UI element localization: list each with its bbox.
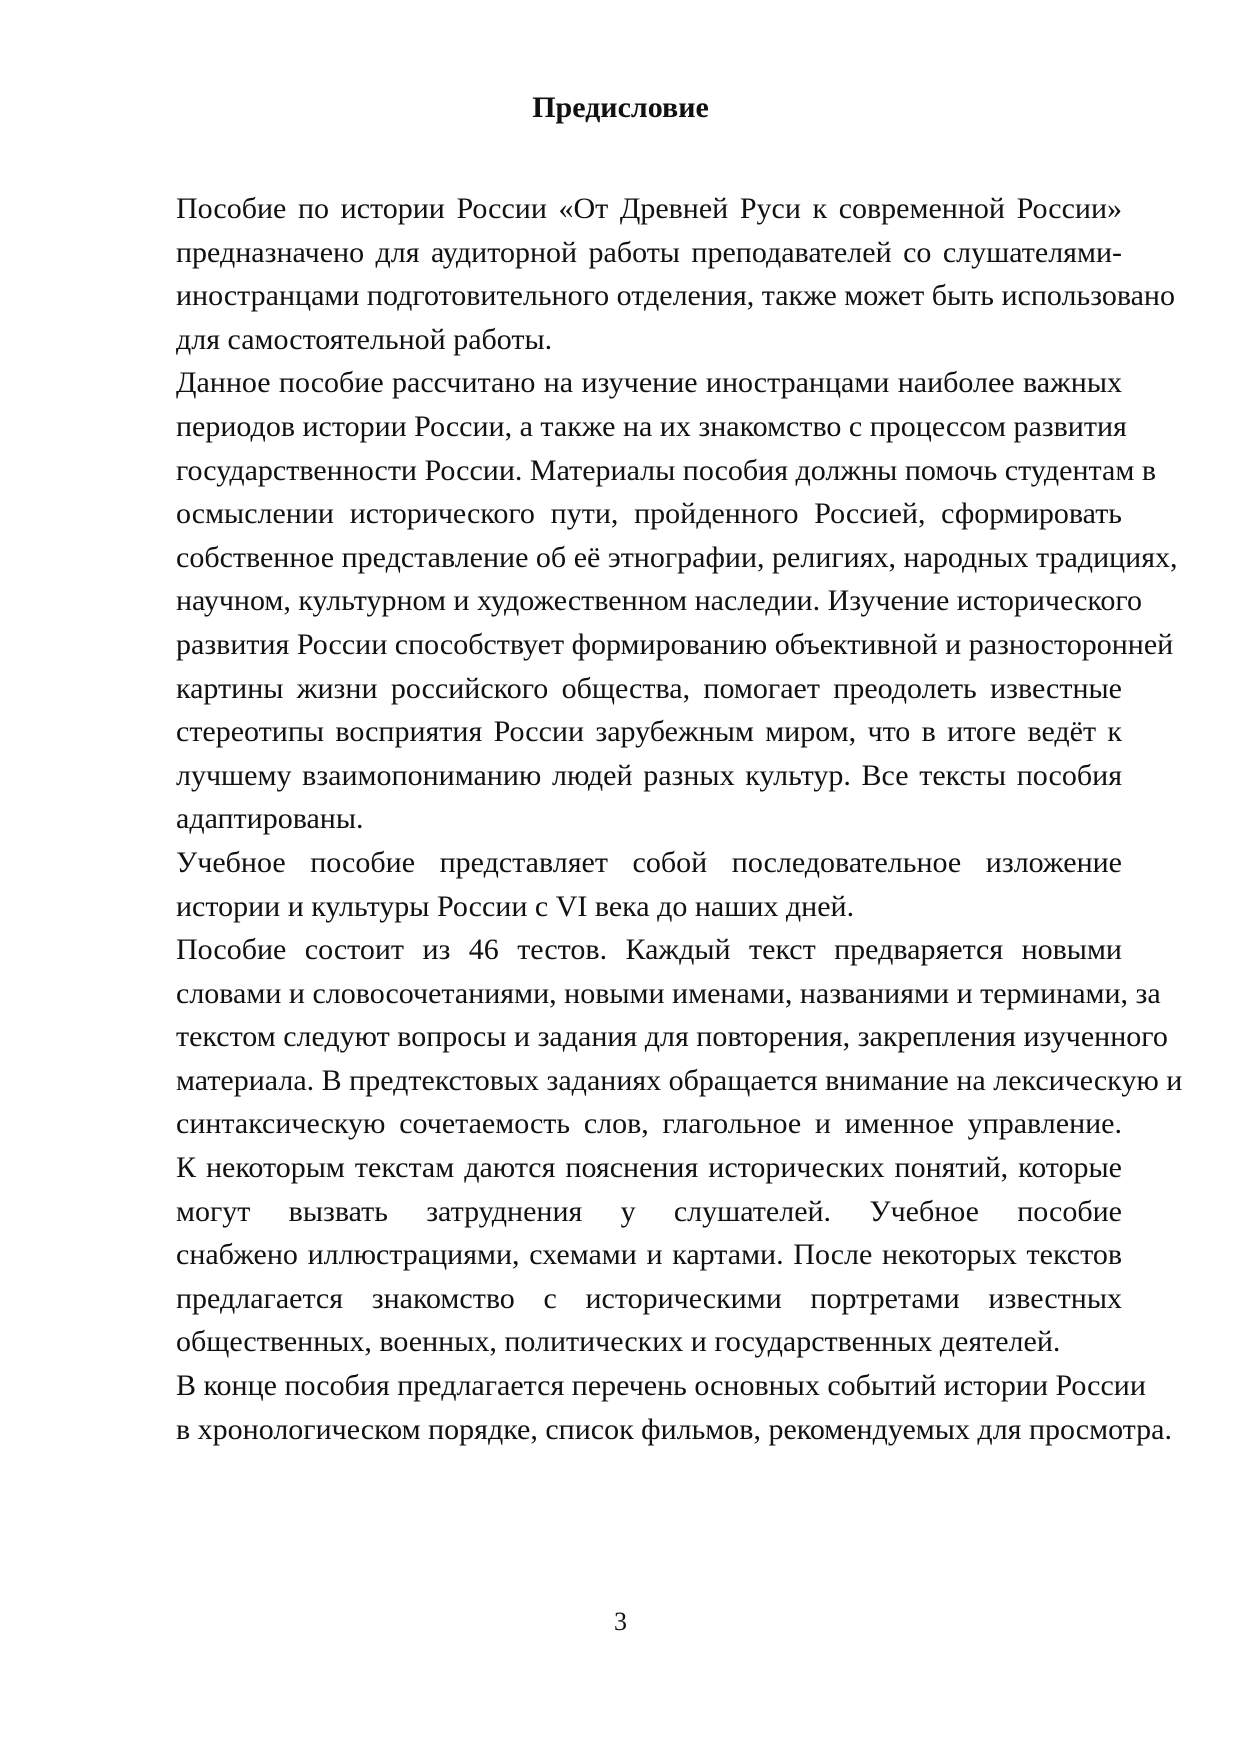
text-line: научном, культурном и художественном наследии. Изучение исторического [176,584,1142,618]
text-line: стереотипы восприятия России зарубежным миром, что в итоге ведёт к [176,715,1122,749]
text-line: иностранцами подготовительного отделения, также может быть использовано [176,279,1175,313]
paragraph [118,187,1175,361]
text-line: синтаксическую сочетаемость слов, глагольное и именное управление. [176,1107,1122,1141]
text-line: Пособие состоит из 46 тестов. Каждый текст предваряется новыми [176,933,1122,967]
text-line: в хронологическом порядке, список фильмов, рекомендуемых для просмотра. [176,1412,1172,1446]
text-line: картины жизни российского общества, помогает преодолеть известные [176,671,1122,705]
text-line: для самостоятельной работы. [176,322,553,356]
text-line: словами и словосочетаниями, новыми именами, названиями и терминами, за [176,976,1161,1010]
text-line: Данное пособие рассчитано на изучение иностранцами наиболее важных [176,366,1122,400]
text-line: Пособие по истории России «От Древней Руси к современной России» [176,192,1122,225]
text-line: периодов истории России, а также на их знакомство с процессом развития [176,409,1127,443]
paragraph [118,841,1122,928]
paragraph [118,928,1183,1364]
text-line: материала. В предтекстовых заданиях обращается внимание на лексическую и [176,1063,1183,1097]
text-line: В конце пособия предлагается перечень основных событий истории России [176,1369,1146,1403]
body-text [118,187,1183,1451]
text-line: истории и культуры России с VI века до наших дней. [176,889,855,923]
text-line: текстом следуют вопросы и задания для повторения, закрепления изученного [176,1020,1168,1054]
text-line: предлагается знакомство с историческими портретами известных [176,1281,1122,1315]
text-line: предназначено для аудиторной работы преподавателей со слушателями- [176,235,1122,269]
text-line: лучшему взаимопониманию людей разных культур. Все тексты пособия [176,758,1122,792]
paragraph [118,1364,1172,1451]
text-line: Учебное пособие представляет собой последовательное изложение [176,845,1122,879]
text-line: адаптированы. [176,802,364,836]
text-line: государственности России. Материалы пособия должны помочь студентам в [176,453,1156,487]
text-line: осмыслении исторического пути, пройденного Россией, сформировать [176,497,1122,531]
paragraph [118,361,1178,841]
page-number: 3 [614,1607,627,1636]
text-line: К некоторым текстам даются пояснения исторических понятий, которые [176,1151,1122,1185]
text-line: общественных, военных, политических и государственных деятелей. [176,1325,1061,1359]
text-line: могут вызвать затруднения у слушателей. Учебное пособие [176,1194,1122,1228]
text-line: собственное представление об её этнографии, религиях, народных традициях, [176,540,1178,574]
page-title: Предисловие [532,91,709,124]
text-line: снабжено иллюстрациями, схемами и картами. После некоторых текстов [176,1238,1122,1272]
text-line: развития России способствует формированию объективной и разносторонней [176,627,1174,661]
